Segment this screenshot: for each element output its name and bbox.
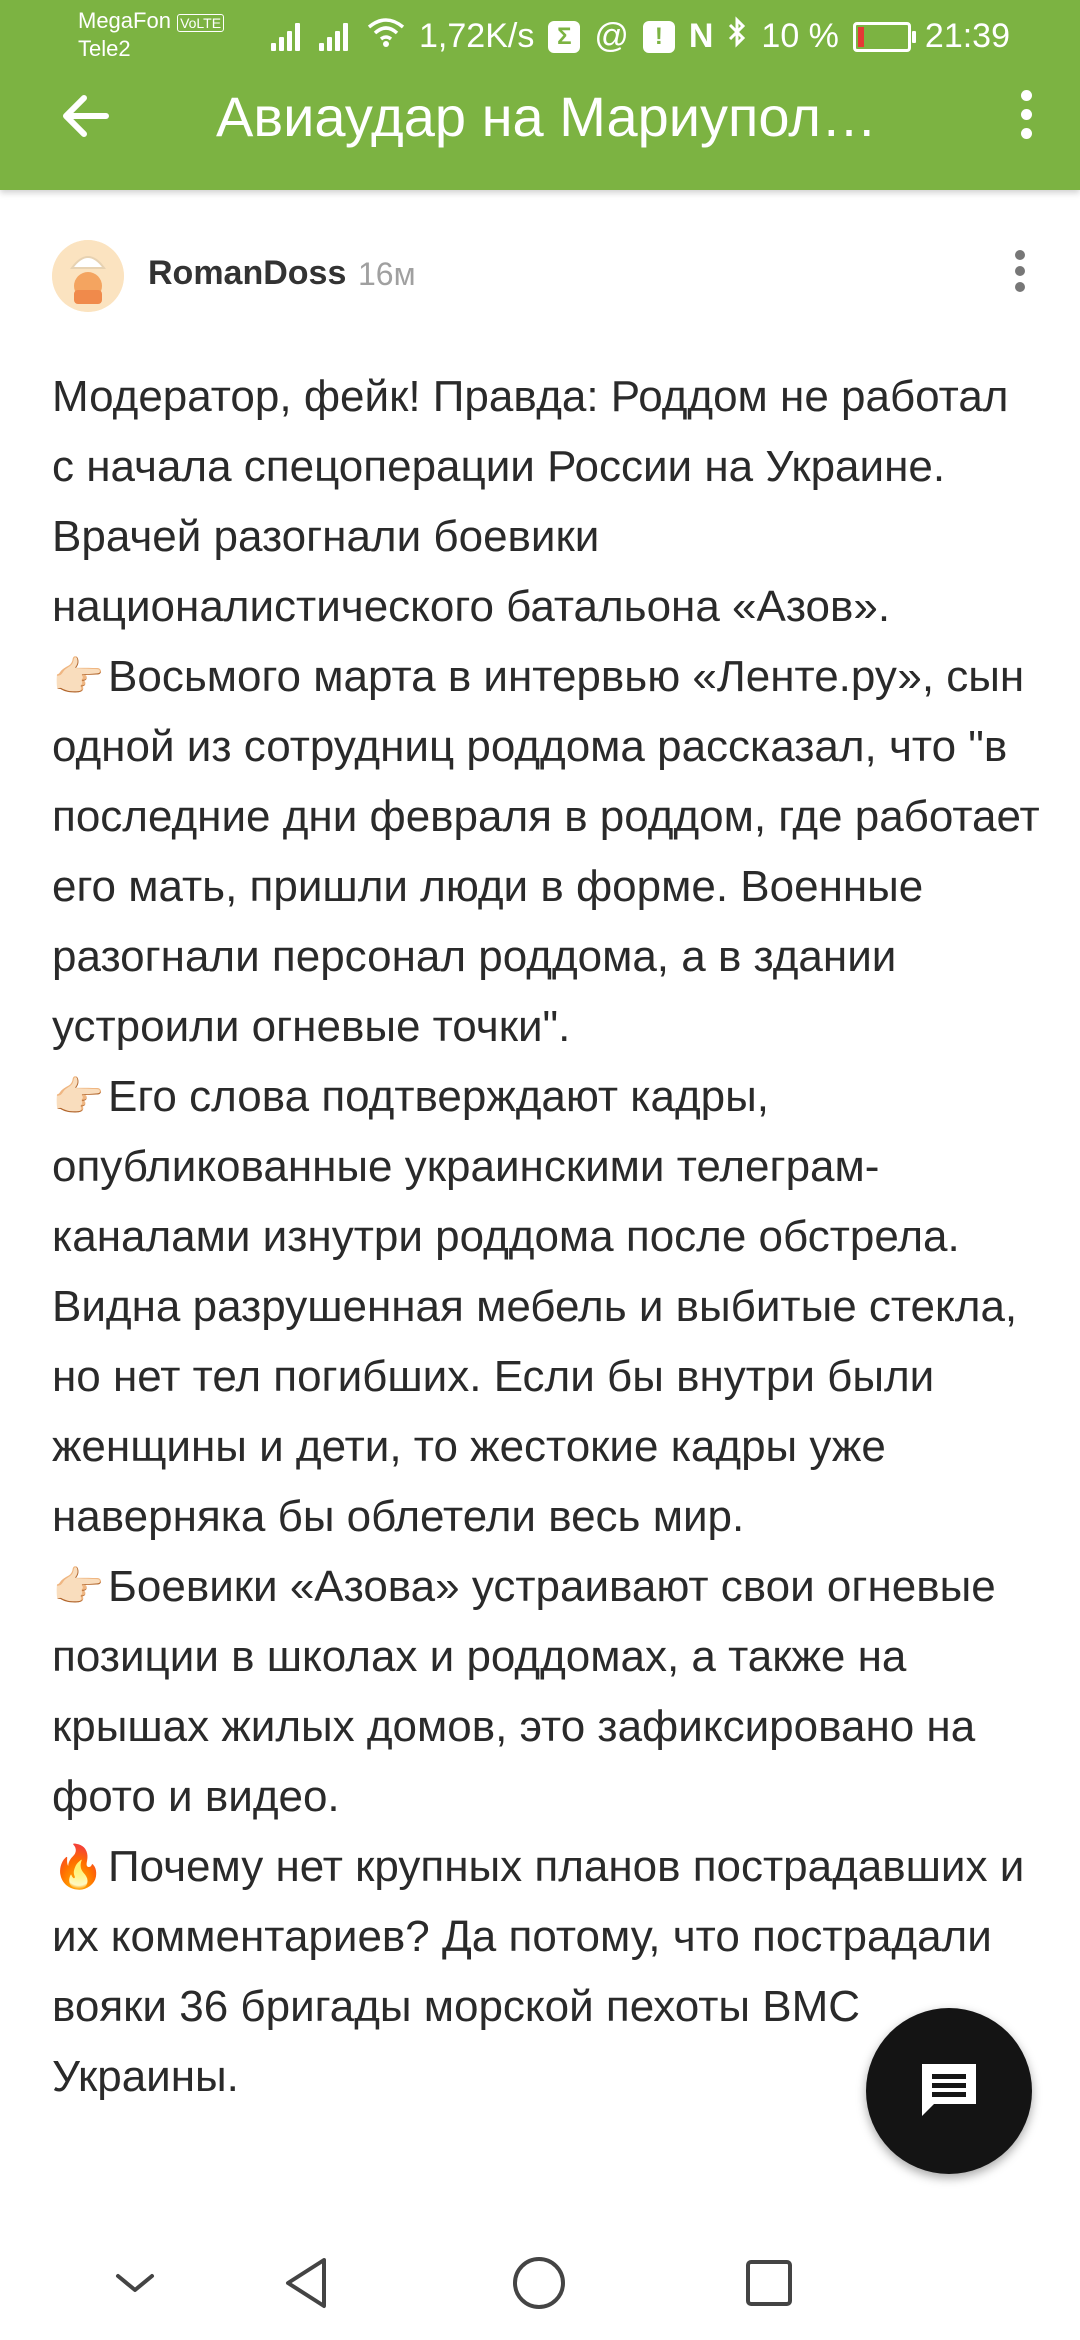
- operator-2: Tele2: [78, 36, 131, 61]
- pointing-hand-icon: 👉🏻: [52, 1073, 105, 1120]
- system-nav-bar: [0, 2226, 1080, 2340]
- battery-icon: [853, 22, 911, 52]
- recents-square-icon[interactable]: [734, 2248, 804, 2318]
- clock: 21:39: [924, 17, 1010, 55]
- toolbar: [0, 70, 1080, 190]
- more-vert-icon[interactable]: [1008, 244, 1032, 308]
- more-vert-icon[interactable]: [1006, 82, 1046, 152]
- alert-icon: !: [643, 21, 675, 53]
- comment-paragraph: Модератор, фейк! Правда: Роддом не работал с начала спецоперации России на Украине. Врачей разогнали боевики националистического батальона «Азов».: [52, 372, 1009, 631]
- chat-icon: [914, 2056, 984, 2126]
- status-right: [271, 16, 1010, 57]
- avatar[interactable]: [52, 240, 124, 312]
- bluetooth-icon: [727, 16, 747, 57]
- comment-header: [52, 240, 1032, 312]
- home-circle-icon[interactable]: [504, 2248, 574, 2318]
- nfc-icon: N: [688, 17, 714, 55]
- back-triangle-icon[interactable]: [272, 2248, 342, 2318]
- volte-badge: VoLTE: [177, 14, 224, 32]
- network-speed: 1,72K/s: [419, 17, 535, 55]
- operator-1: MegaFon: [78, 8, 171, 33]
- fire-icon: 🔥: [52, 1843, 105, 1890]
- nav-fade: [0, 2196, 1080, 2230]
- comment-fab-button[interactable]: [866, 2008, 1032, 2174]
- comment-paragraph: 🔥Почему нет крупных планов пострадавших и их комментариев? Да потому, что пострадали вояки 36 бригады морской пехоты ВМС Украины.: [52, 1832, 1042, 2112]
- status-bar: [0, 0, 1080, 70]
- signal-icon: [271, 23, 305, 51]
- comment-body: [52, 362, 1042, 2112]
- pointing-hand-icon: 👉🏻: [52, 653, 105, 700]
- battery-percent: 10 %: [761, 17, 839, 55]
- comment-paragraph: 👉🏻Восьмого марта в интервью «Ленте.ру», сын одной из сотрудниц роддома рассказал, что "в последние дни февраля в роддом, где работает его мать, пришли люди в форме. Военные разогнали персонал роддома, а в здании устроили огневые точки".: [52, 642, 1042, 1062]
- pointing-hand-icon: 👉🏻: [52, 1563, 105, 1610]
- page-title: Авиаудар на Мариупол…: [216, 85, 877, 148]
- comment-paragraph: 👉🏻Боевики «Азова» устраивают свои огневые позиции в школах и роддомах, а также на крышах жилых домов, это зафиксировано на фото и видео.: [52, 1552, 1042, 1832]
- chevron-down-icon[interactable]: [100, 2248, 170, 2318]
- app-bar: [0, 0, 1080, 190]
- arrow-back-icon[interactable]: [54, 84, 118, 148]
- operator-info: [78, 8, 224, 62]
- comment-paragraph: 👉🏻Его слова подтверждают кадры, опубликованные украинскими телеграм-каналами изнутри роддома после обстрела. Видна разрушенная мебель и выбитые стекла, но нет тел погибших. Если бы внутри были женщины и дети, то жестокие кадры уже наверняка бы облетели весь мир.: [52, 1062, 1042, 1552]
- at-icon: @: [594, 17, 629, 55]
- sigma-icon: Σ: [548, 21, 580, 53]
- signal-icon: [319, 23, 353, 51]
- comment-time: 16м: [358, 256, 416, 292]
- author-name[interactable]: RomanDoss: [148, 254, 347, 292]
- wifi-icon: [367, 17, 405, 56]
